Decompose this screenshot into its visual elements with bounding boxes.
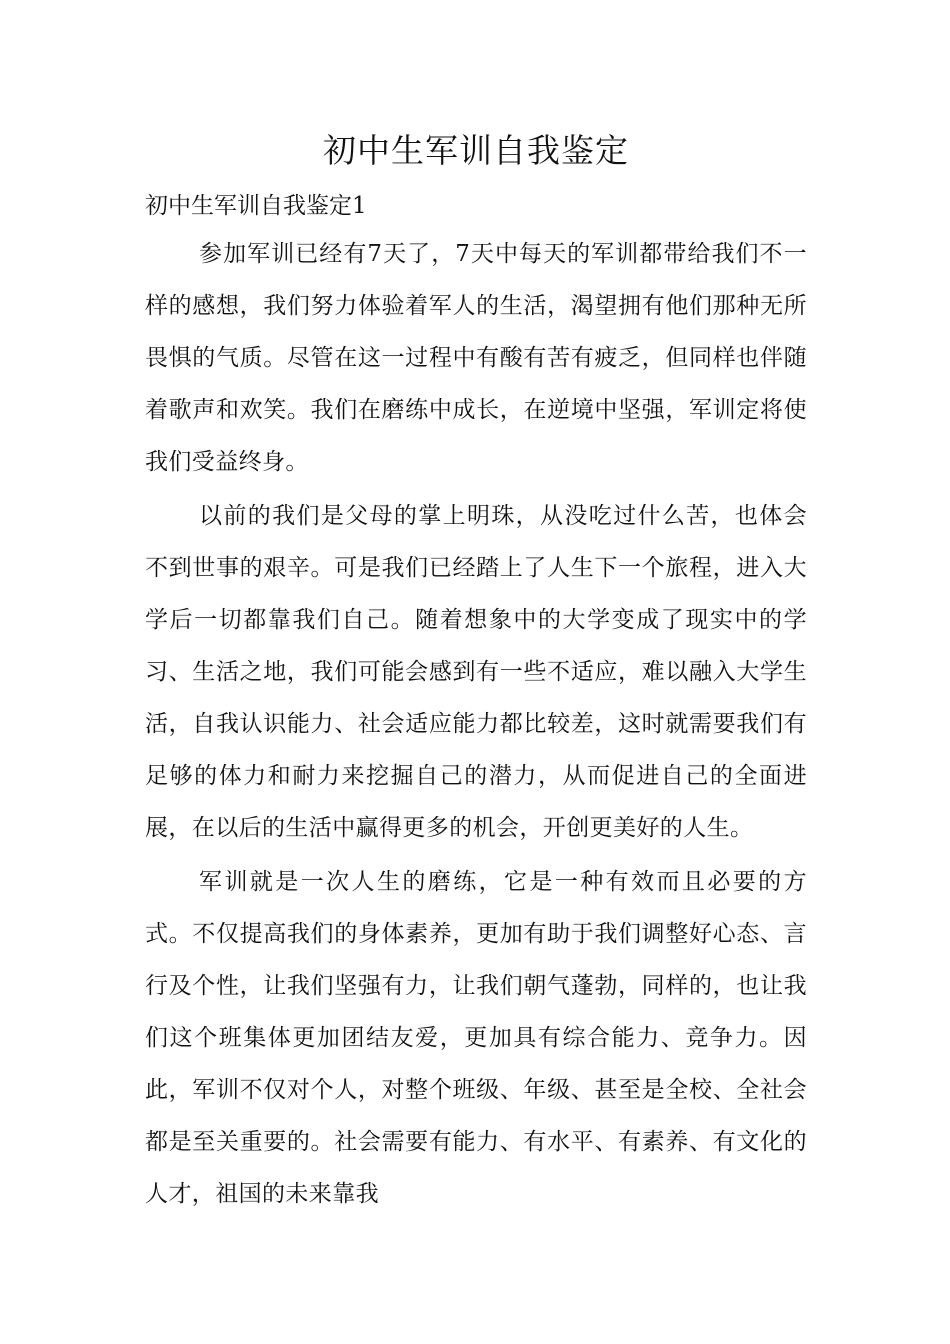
- paragraph-3: 军训就是一次人生的磨练，它是一种有效而且必要的方式。不仅提高我们的身体素养，更加有助于我们调整好心态、言行及个性，让我们坚强有力，让我们朝气蓬勃，同样的，也让我们这个班集体更加团结友爱，更加具有综合能力、竞争力。因此，军训不仅对个人，对整个班级、年级、甚至是全校、全社会都是至关重要的。社会需要有能力、有水平、有素养、有文化的人才，祖国的未来靠我: [145, 869, 807, 1207]
- document-title: 初中生军训自我鉴定: [323, 131, 629, 170]
- paragraph-1: 参加军训已经有7天了，7天中每天的军训都带给我们不一样的感想，我们努力体验着军人的生活，渴望拥有他们那种无所畏惧的气质。尽管在这一过程中有酸有苦有疲乏，但同样也伴随着歌声和欢笑。我们在磨练中成长，在逆境中坚强，军训定将使我们受益终身。: [145, 241, 807, 475]
- paragraph-2: 以前的我们是父母的掌上明珠，从没吃过什么苦，也体会不到世事的艰辛。可是我们已经踏上了人生下一个旅程，进入大学后一切都靠我们自己。随着想象中的大学变成了现实中的学习、生活之地，我们可能会感到有一些不适应，难以融入大学生活，自我认识能力、社会适应能力都比较差，这时就需要我们有足够的体力和耐力来挖掘自己的潜力，从而促进自己的全面进展，在以后的生活中赢得更多的机会，开创更美好的人生。: [145, 503, 807, 841]
- document-page: [145, 118, 807, 1220]
- section-heading: 初中生军训自我鉴定1: [145, 193, 367, 219]
